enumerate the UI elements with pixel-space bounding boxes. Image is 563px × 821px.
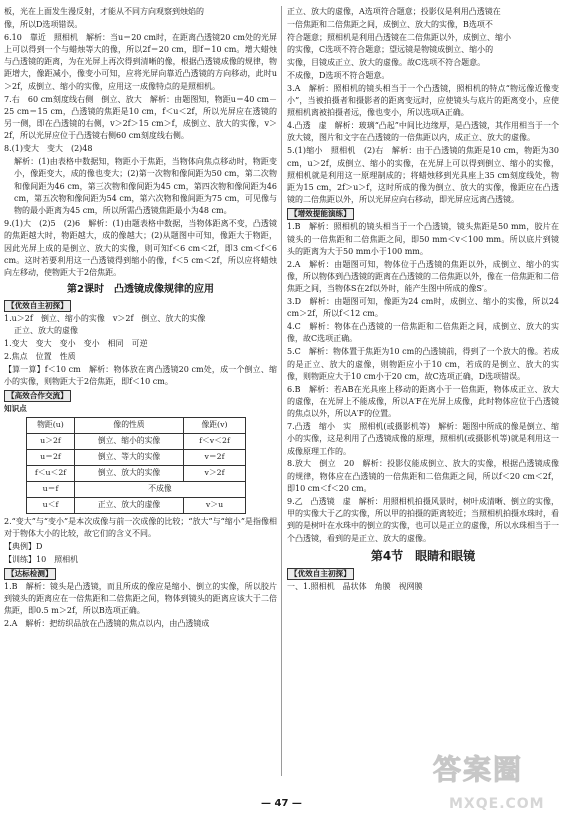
improve-q2: 2.A 解析：由题图可知，物体位于凸透镜的焦距以外，成倒立、缩小的实像，所以物体到凸透镜的距离在凸透镜的二倍焦距以外，像在一倍焦距和二倍焦距之间，当物体S在2f以外时，能产生图中所成的像S′。: [287, 259, 559, 294]
text-line: 实像，目镜成正立、放大的虚像。故C选项不符合题意。: [287, 58, 486, 68]
answer-q4: 4.凸透 虚 解析：玻璃“凸起”中间比边缘厚，是凸透镜，其作用相当于一个放大镜，图片和文字在凸透镜的一倍焦距以内，成正立、放大的虚像。: [287, 121, 559, 143]
column-divider: [281, 6, 282, 776]
lesson-title: 第2课时 凸透镜成像规律的应用: [67, 283, 214, 295]
table-header-cell: 像的性质: [75, 418, 184, 434]
table-row: [27, 450, 246, 466]
target-q1: 1.B 解析：镜头是凸透镜，而且所成的像应是缩小、倒立的实像，所以胶片到镜头的距离应在一倍焦距和二倍焦距之间，物体到镜头的距离应该大于二倍焦距，即0.5 m＞2f，所以B选项正确。: [4, 581, 277, 616]
improve-q6: 6.B 解析：若AB在光具座上移动的距离小于一倍焦距，物体成正立、放大的虚像，在光屏上不能成像，所以A′F在光屏上成像，此时物体应位于凸透镜的焦点以外，所以A′F的位置。: [287, 384, 559, 419]
table-cell: u＞2f: [27, 434, 75, 450]
text-line: 板，光在上面发生漫反射，才能从不同方向观察到烛焰的: [4, 7, 204, 16]
text-line: 一倍焦距和二倍焦距之间，成倒立、放大的实像，B选项不: [287, 19, 493, 29]
improve-q3: 3.D 解析：由题图可知，像距为24 cm时，成倒立、缩小的实像，所以24 cm＞2f，所以f＜12 cm。: [287, 297, 559, 319]
explore-item-1: 1.u＞2f 倒立、缩小的实像 v＞2f 倒立、放大的实像: [4, 313, 206, 323]
right-column: [287, 6, 559, 594]
table-cell: f＜u＜2f: [27, 466, 75, 482]
table-cell: v＞2f: [184, 466, 246, 482]
table-cell: 倒立、缩小的实像: [75, 434, 184, 450]
knowledge-point-label: 知识点: [4, 403, 27, 413]
table-cell: u＝2f: [27, 450, 75, 466]
table-cell: 倒立、放大的实像: [75, 466, 184, 482]
table-header-cell: 物距(u): [27, 418, 75, 434]
table-cell: v＝2f: [184, 450, 246, 466]
page-number: — 47 —: [261, 798, 302, 809]
table-row: [27, 466, 246, 482]
imaging-properties-table: [26, 417, 246, 514]
table-header-row: [27, 418, 246, 434]
answer-q9: 9.(1)大 (2)5 (2)6 解析：(1)由题表格中数据，当物体距离不变，凸透镜的焦距越大时，物距越大，成的像越大；(2)从题图中可知，像距大于物距，因此光屏上成的是倒立、放大的实像，则可知f＜6 cm＜2f，即3 cm＜f＜6 cm。这时若要利用这一凸透镜得到缩小的像，f＜5 cm＜2f，所以应将蜡烛向左移动，使物距大于2倍焦距。: [4, 219, 277, 278]
example-answer: 【典例】D: [4, 542, 43, 552]
text-line: 不成像，D选项不符合题意。: [287, 70, 390, 80]
watermark-logo: [427, 753, 557, 818]
table-row: [27, 434, 246, 450]
left-column: [4, 6, 277, 631]
target-q2: 2.A 解析：把纺织品放在凸透镜的焦点以内，由凸透镜成: [4, 619, 210, 629]
training-answer: 【训练】10 照相机: [4, 555, 79, 564]
note-2: 2.“变大”与“变小”是本次成像与前一次成像的比较；“放大”与“缩小”是指像相对于物体大小的比较，故它们的含义不同。: [4, 517, 277, 539]
improve-q9: 9.乙 凸透镜 虚 解析：用照相机拍摄风景时，树叶成清晰、倒立的实像，甲的实像大于乙的实像，所以甲的拍摄的距离较近；当照相机拍摄水珠时，看到的是树叶在水珠中的倒立的实像，也可以是正立的虚像，所以水珠相当于一个凸透镜，看到的是正立、放大的虚像。: [287, 496, 559, 543]
section-badge-target: 【达标检测】: [4, 568, 56, 580]
section-badge-explore: 【优效自主初探】: [287, 568, 354, 580]
section-badge-cooperate: 【高效合作交流】: [4, 390, 71, 402]
answer-q3: 3.A 解析：照相机的镜头相当于一个凸透镜，照相机的特点“物远像近像变小”，当被拍摄者和摄影者的距离变远时，应使镜头与底片的距离变小，应使照相机离被拍摄者远，像也变小，所以选项A正确。: [287, 83, 559, 118]
text-line: 的实像，C选项不符合题意；望远镜是物镜成倒立、缩小的: [287, 45, 494, 55]
table-cell: 不成像: [75, 482, 246, 498]
answer-q5: 5.(1)缩小 照相机 (2)右 解析：由于凸透镜的焦距是10 cm，物距为30 cm，u＞2f，成倒立、缩小的实像，在光屏上可以得到倒立、缩小的实像，照相机就是利用这一原理制成的；将蜡烛移到光具座上35 cm刻度线处，物距为15 cm，2f＞u＞f，这时所成的像为倒立、放大的实像，像距应在凸透镜的二倍焦距以外，所以光屏应向右移动，即光屏应远离凸透镜。: [287, 146, 559, 205]
table-cell: u＜f: [27, 498, 75, 514]
analysis-q8: 解析：(1)由表格中数据知，物距小于焦距，当物体向焦点移动时，物距变小，像距变大，成的像也变大；(2)第一次物和像间距为50 cm，第二次物和像间距为46 cm，第三次物和像间距为45 cm，第四次物和像间距为46 cm，第五次物和像间距为54 cm，第六次物和像间距为75 cm，可见像与物的最小距离为45 cm，所以所需凸透镜焦距最小为48 cm。: [14, 157, 277, 216]
watermark-text: 答案圈: [433, 753, 524, 786]
improve-q1: 1.B 解析：照相机的镜头相当于一个凸透镜，镜头焦距是50 mm，胶片在镜头的一倍焦距和二倍焦距之间，即50 mm＜v＜100 mm。所以底片到镜头的距离为大于50 mm小于100 mm。: [287, 222, 559, 256]
explore-item-1b: 正立、放大的虚像: [14, 326, 78, 336]
explore-item: 一、1.照相机 晶状体 角膜 视网膜: [287, 581, 423, 591]
section-title: 第4节 眼睛和眼镜: [370, 548, 476, 563]
answer-q8: 8.(1)变大 变大 (2)48: [4, 144, 93, 154]
improve-q8: 8.放大 倒立 20 解析：投影仪能成倒立、放大的实像，根据凸透镜成像的规律，物体应在凸透镜的一倍焦距和二倍焦距之间，所以f＜20 cm＜2f，即10 cm＜f＜20 cm。: [287, 459, 559, 493]
improve-q4: 4.C 解析：物体在凸透镜的一倍焦距和二倍焦距之间，成倒立、放大的实像，故C选项正确。: [287, 322, 559, 344]
section-badge-explore: 【优效自主初探】: [4, 300, 71, 312]
text-line: 符合题意；照相机是利用凸透镜在二倍焦距以外，成倒立、缩小: [287, 32, 511, 42]
text-line: 像，所以D选项错误。: [4, 19, 83, 29]
table-cell: u＝f: [27, 482, 75, 498]
table-cell: 倒立、等大的实像: [75, 450, 184, 466]
improve-q7: 7.凸透 缩小 实 照相机(或摄影机等) 解析：题图中所成的像是倒立、缩小的实像，这是利用了凸透镜成像的原理，照相机(或摄影机等)就是利用这一成像原理工作的。: [287, 422, 559, 456]
table-header-cell: 像距(v): [184, 418, 246, 434]
section-badge-improve: 【增效提能演练】: [287, 208, 354, 220]
table-cell: f＜v＜2f: [184, 434, 246, 450]
table-row: [27, 498, 246, 514]
text-line: 正立、放大的虚像，A选项符合题意；投影仪是利用凸透镜在: [287, 7, 501, 16]
explore-row: 1.变大 变大 变小 变小 相同 可逆: [4, 339, 148, 349]
table-row: [27, 482, 246, 498]
calc-answer: 【算一算】f＜10 cm 解析：物体放在离凸透镜20 cm处，成一个倒立、缩小的实像，则物距大于2倍焦距，即f＜10 cm。: [4, 364, 277, 387]
table-cell: 正立、放大的虚像: [75, 498, 184, 514]
watermark-url: MXQE.COM: [449, 796, 545, 812]
table-cell: v＞u: [184, 498, 246, 514]
improve-q5: 5.C 解析：物体置于焦距为10 cm的凸透镜前，得到了一个放大的像。若成的是正立、放大的虚像，则物距应小于10 cm，若成的是倒立、放大的实像，则物距应大于10 cm小于20 cm，故C选项正确，D选项错误。: [287, 347, 559, 381]
answer-q7: 7.右 60 cm刻度线右侧 倒立、放大 解析：由题图知，物距u＝40 cm－25 cm＝15 cm，凸透镜的焦距是10 cm，f＜u＜2f，所以光屏应在透镜的另一侧，即在凸透镜的右侧，v＞2f＞15 cm＞f，成倒立、放大的实像，v＞2f，所以光屏应位于凸透镜右侧60 cm刻度线右侧。: [4, 94, 277, 141]
answer-q6: 6.10 靠近 照相机 解析：当u＝20 cm时，在距离凸透镜20 cm处的光屏上可以得到一个与蜡烛等大的像，所以2f＝20 cm，即f＝10 cm。增大蜡烛与凸透镜的距离，为在光屏上再次得到清晰的像，根据凸透镜成像的规律，物距增大，像距减小，像变小可知，应将光屏向靠近凸透镜的方向移动，此时u＞2f，成倒立、缩小的实像，应用这一成像特点的是照相机。: [4, 32, 277, 91]
explore-item-2: 2.焦点 位置 性质: [4, 351, 76, 361]
